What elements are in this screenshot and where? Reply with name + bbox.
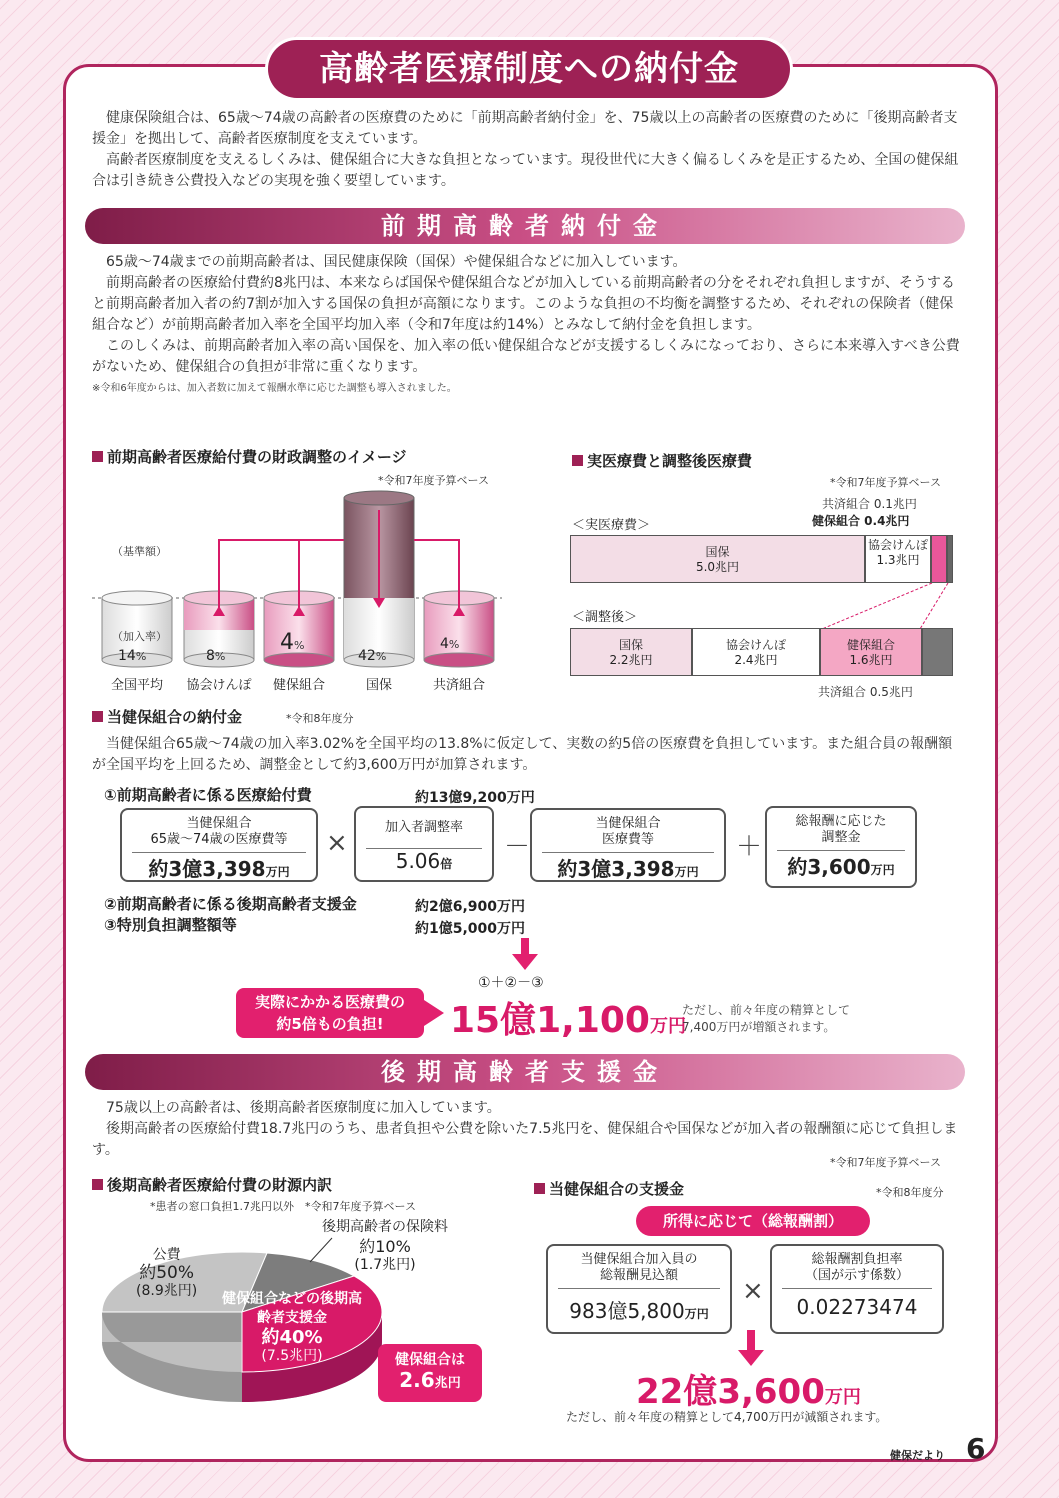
kouki-total <box>636 1364 861 1413</box>
box-value: 約3,600 <box>787 855 871 879</box>
row1-value: 約13億9,200万円 <box>415 790 535 806</box>
box-value: 983億5,800 <box>569 1299 685 1323</box>
unit: % <box>214 650 226 663</box>
kenpo-share-badge <box>378 1344 482 1402</box>
seg-name: 協会けんぽ <box>725 638 786 652</box>
ours-desc <box>92 734 964 776</box>
badge-line: 約5倍もの負担! <box>276 1015 384 1033</box>
slice-pct: 約10% <box>359 1237 411 1256</box>
times-op: × <box>326 828 348 858</box>
box-adjustment <box>765 806 917 888</box>
bar-actual-kokuho <box>570 535 865 583</box>
badge-line: 健保組合は <box>395 1352 465 1368</box>
cyl-label: 全国平均 <box>110 678 163 693</box>
box-unit: 万円 <box>265 865 290 879</box>
section1-paragraph: 前期高齢者の医療給付費約8兆円は、本来ならば国保や健保組合などが加入している前期高齢者の分をそれぞれ負担しますが、そうすると前期高齢者加入者の約7割が加入する国保の負担が高額になります。このような負担の不均衡を調整するため、それぞれの保険者（健保組合など）が前期高齢者加入率を全国平均加入率（令和7年度は約14%）とみなして納付金を負担します。 <box>92 275 955 333</box>
box-value: 約3億3,398 <box>148 857 266 881</box>
right-pointer-icon <box>424 1000 446 1026</box>
slice-amount: (1.7兆円) <box>354 1257 416 1273</box>
box-adjust-rate <box>354 806 494 882</box>
cyl-label: 協会けんぽ <box>186 678 252 693</box>
row3-label: ③特別負担調整額等 <box>104 916 237 934</box>
pie-label-shienkin <box>222 1290 362 1366</box>
page-title: 高齢者医療制度への納付金 <box>268 40 790 98</box>
badge-unit: 兆円 <box>434 1376 461 1391</box>
badge-line: 実際にかかる医療費の <box>254 993 405 1011</box>
cyl-value-kyokai <box>206 648 225 664</box>
box-unit: 倍 <box>440 857 453 871</box>
pie-heading-text: 後期高齢者医療給付費の財源内訳 <box>107 1176 333 1194</box>
support-note: *令和8年度分 <box>876 1186 944 1199</box>
section1-note: ※令和6年度からは、加入者数に加えて報酬水準に応じた調整も導入されました。 <box>92 383 457 394</box>
footer-name: 健保だより <box>890 1449 945 1462</box>
slice-pct: 約50% <box>139 1263 194 1283</box>
bar-adj-kenpo <box>820 628 922 676</box>
support-heading <box>534 1178 684 1199</box>
ours-desc-text: 当健保組合65歳～74歳の加入率3.02%を全国平均の13.8%に仮定して、実数の約5倍の医療費を負担しています。また組合員の報酬額が全国平均を上回るため、調整金として約3,600万円が加算されます。 <box>92 736 953 773</box>
unit: % <box>294 639 305 652</box>
formula: ①＋②－③ <box>478 975 544 991</box>
box-unit: 万円 <box>674 865 699 879</box>
minus-op: － <box>504 832 531 862</box>
value: 4 <box>280 630 294 655</box>
section2-note: *令和7年度予算ベース <box>830 1156 941 1169</box>
cyl-value-kokuho <box>358 648 386 664</box>
seg-name: 健保組合 <box>846 638 895 652</box>
box-label: 当健保組合加入員の 総報酬見込額 <box>580 1252 698 1283</box>
intro-paragraph: 健康保険組合は、65歳～74歳の高齢者の医療費のために「前期高齢者納付金」を、75歳以上の高齢者の医療費のために「後期高齢者支援金」を拠出して、高齢者医療制度を支えています。 <box>92 110 958 147</box>
box-value: 0.02273474 <box>796 1295 918 1319</box>
square-bullet-icon <box>92 711 103 722</box>
page-number: 6 <box>966 1432 986 1465</box>
box-total-remuneration <box>546 1244 732 1334</box>
pie-label-kohi <box>136 1246 197 1300</box>
square-bullet-icon <box>534 1183 545 1194</box>
chart2-heading <box>572 450 752 471</box>
total-unit: 万円 <box>649 1016 686 1037</box>
value: 8 <box>206 648 215 664</box>
actual-label: ＜実医療費＞ <box>572 518 651 533</box>
box-label: 総報酬に応じた 調整金 <box>795 814 887 845</box>
total-unit: 万円 <box>824 1387 861 1408</box>
total-value: 22億3,600 <box>636 1372 825 1412</box>
slice-name: 健保組合などの後期高齢者支援金 <box>222 1291 362 1326</box>
chart1-heading-text: 前期高齢者医療給付費の財政調整のイメージ <box>107 448 407 466</box>
seg-name: 国保 <box>618 638 643 652</box>
section-heading-kouki: 後期高齢者支援金 <box>85 1054 965 1090</box>
bar-actual-kyosai <box>947 535 953 583</box>
bar-adj-kokuho <box>570 628 692 676</box>
zoom-lines <box>820 583 960 631</box>
value: 4 <box>440 636 449 652</box>
pie-heading <box>92 1174 332 1195</box>
row3-value: 約1億5,000万円 <box>415 921 526 937</box>
box-value: 5.06 <box>395 849 441 873</box>
plus-op: ＋ <box>736 832 763 862</box>
section2-paragraph: 後期高齢者の医療給付費18.7兆円のうち、患者負担や公費を除いた7.5兆円を、健保組合や国保などが加入者の報酬額に応じて負担します。 <box>92 1121 958 1158</box>
section2-paragraph: 75歳以上の高齢者は、後期高齢者医療制度に加入しています。 <box>106 1100 501 1116</box>
square-bullet-icon <box>92 451 103 462</box>
intro-paragraph: 高齢者医療制度を支えるしくみは、健保組合に大きな負担となっています。現役世代に大きく偏るしくみを是正するため、全国の健保組合は引き続き公費投入などの実現を強く要望しています。 <box>92 152 959 189</box>
adjusted-label: ＜調整後＞ <box>572 610 638 625</box>
income-based-pill: 所得に応じて（総報酬割） <box>636 1206 870 1236</box>
slice-name: 後期高齢者の保険料 <box>322 1219 448 1235</box>
down-arrow-icon <box>738 1330 764 1368</box>
box-label: 当健保組合 医療費等 <box>595 816 661 847</box>
chart2-note: *令和7年度予算ベース <box>830 476 941 489</box>
zenki-total-note: ただし、前々年度の精算として7,400万円が増額されます。 <box>682 1003 851 1034</box>
cyl-label: 国保 <box>365 678 392 693</box>
seg-value: 1.3兆円 <box>876 553 920 567</box>
badge-value: 2.6 <box>399 1368 435 1392</box>
ours-heading-text: 当健保組合の納付金 <box>107 708 243 726</box>
slice-pct: 約40% <box>261 1327 323 1348</box>
kouki-total-note: ただし、前々年度の精算として4,700万円が減額されます。 <box>566 1410 888 1424</box>
total-value: 15億1,100 <box>450 1000 650 1041</box>
rate-label: （加入率） <box>112 630 167 643</box>
seg-name: 協会けんぽ <box>867 538 928 552</box>
pie-label-hokenryo <box>322 1218 448 1275</box>
box-label: 総報酬割負担率 （国が示す係数） <box>804 1252 909 1283</box>
section1-paragraph: 65歳～74歳までの前期高齢者は、国民健康保険（国保）や健保組合などに加入しています。 <box>106 254 687 270</box>
square-bullet-icon <box>92 1179 103 1190</box>
adjustment-arrows <box>219 510 459 616</box>
box-kenpo-medical-2 <box>530 808 726 882</box>
times-op: × <box>742 1276 764 1306</box>
kyosai-top-label: 共済組合 0.1兆円 <box>822 497 917 511</box>
ours-heading <box>92 706 242 727</box>
cyl-value-zenkoku <box>118 648 146 664</box>
seg-value: 1.6兆円 <box>849 653 893 667</box>
support-heading-text: 当健保組合の支援金 <box>549 1180 685 1198</box>
cylinder-chart <box>92 480 512 700</box>
square-bullet-icon <box>572 455 583 466</box>
kyosai-bottom-label: 共済組合 0.5兆円 <box>818 685 913 699</box>
cyl-value-kyosai <box>440 636 459 652</box>
seg-name: 国保 <box>705 545 730 559</box>
cyl-label: 健保組合 <box>272 678 325 693</box>
box-kenpo-medical <box>120 808 318 882</box>
intro-text <box>92 108 964 192</box>
chart2-heading-text: 実医療費と調整後医療費 <box>587 452 753 470</box>
seg-value: 5.0兆円 <box>695 560 740 574</box>
bar-actual-kenpo <box>931 535 947 583</box>
row1-label: ①前期高齢者に係る医療給付費 <box>104 786 312 804</box>
unit: % <box>448 638 460 651</box>
slice-name: 公費 <box>152 1247 181 1263</box>
box-unit: 万円 <box>870 863 895 877</box>
value: 42 <box>358 648 376 664</box>
slice-amount: (7.5兆円) <box>261 1348 323 1364</box>
value: 14 <box>118 648 136 664</box>
slice-amount: (8.9兆円) <box>136 1283 198 1299</box>
box-unit: 万円 <box>684 1307 709 1321</box>
pie-note: *患者の窓口負担1.7兆円以外 *令和7年度予算ベース <box>150 1200 416 1213</box>
seg-value: 2.4兆円 <box>734 653 778 667</box>
box-label: 当健保組合 65歳～74歳の医療費等 <box>150 816 288 847</box>
unit: % <box>375 650 387 663</box>
row2-label: ②前期高齢者に係る後期高齢者支援金 <box>104 895 357 913</box>
section1-text <box>92 252 964 399</box>
ours-note: *令和8年度分 <box>286 712 354 725</box>
section-heading-zenki: 前期高齢者納付金 <box>85 208 965 244</box>
base-label: （基準額） <box>112 545 167 558</box>
bar-actual-kyokai <box>865 535 931 583</box>
seg-value: 2.2兆円 <box>609 653 653 667</box>
section1-paragraph: このしくみは、前期高齢者加入率の高い国保を、加入率の低い健保組合などが支援するしくみになっており、さらに本来導入すべき公費がないため、健保組合の負担が非常に重くなります。 <box>92 338 960 375</box>
box-burden-rate <box>770 1244 944 1334</box>
box-value: 約3億3,398 <box>557 857 675 881</box>
cyl-value-kenpo <box>280 630 304 655</box>
kenpo-top-label: 健保組合 0.4兆円 <box>812 514 910 528</box>
row2-value: 約2億6,900万円 <box>415 899 526 915</box>
chart1-heading <box>92 446 407 467</box>
burden-badge <box>236 988 424 1038</box>
zenki-total <box>450 992 686 1043</box>
bar-adj-kyosai <box>922 628 953 676</box>
cyl-label: 共済組合 <box>432 678 485 693</box>
chart1-note: *令和7年度予算ベース <box>378 474 489 487</box>
down-arrow-icon <box>512 938 538 972</box>
bar-adj-kyokai <box>692 628 820 676</box>
unit: % <box>135 650 147 663</box>
section2-text <box>92 1098 964 1161</box>
box-label: 加入者調整率 <box>384 820 463 835</box>
